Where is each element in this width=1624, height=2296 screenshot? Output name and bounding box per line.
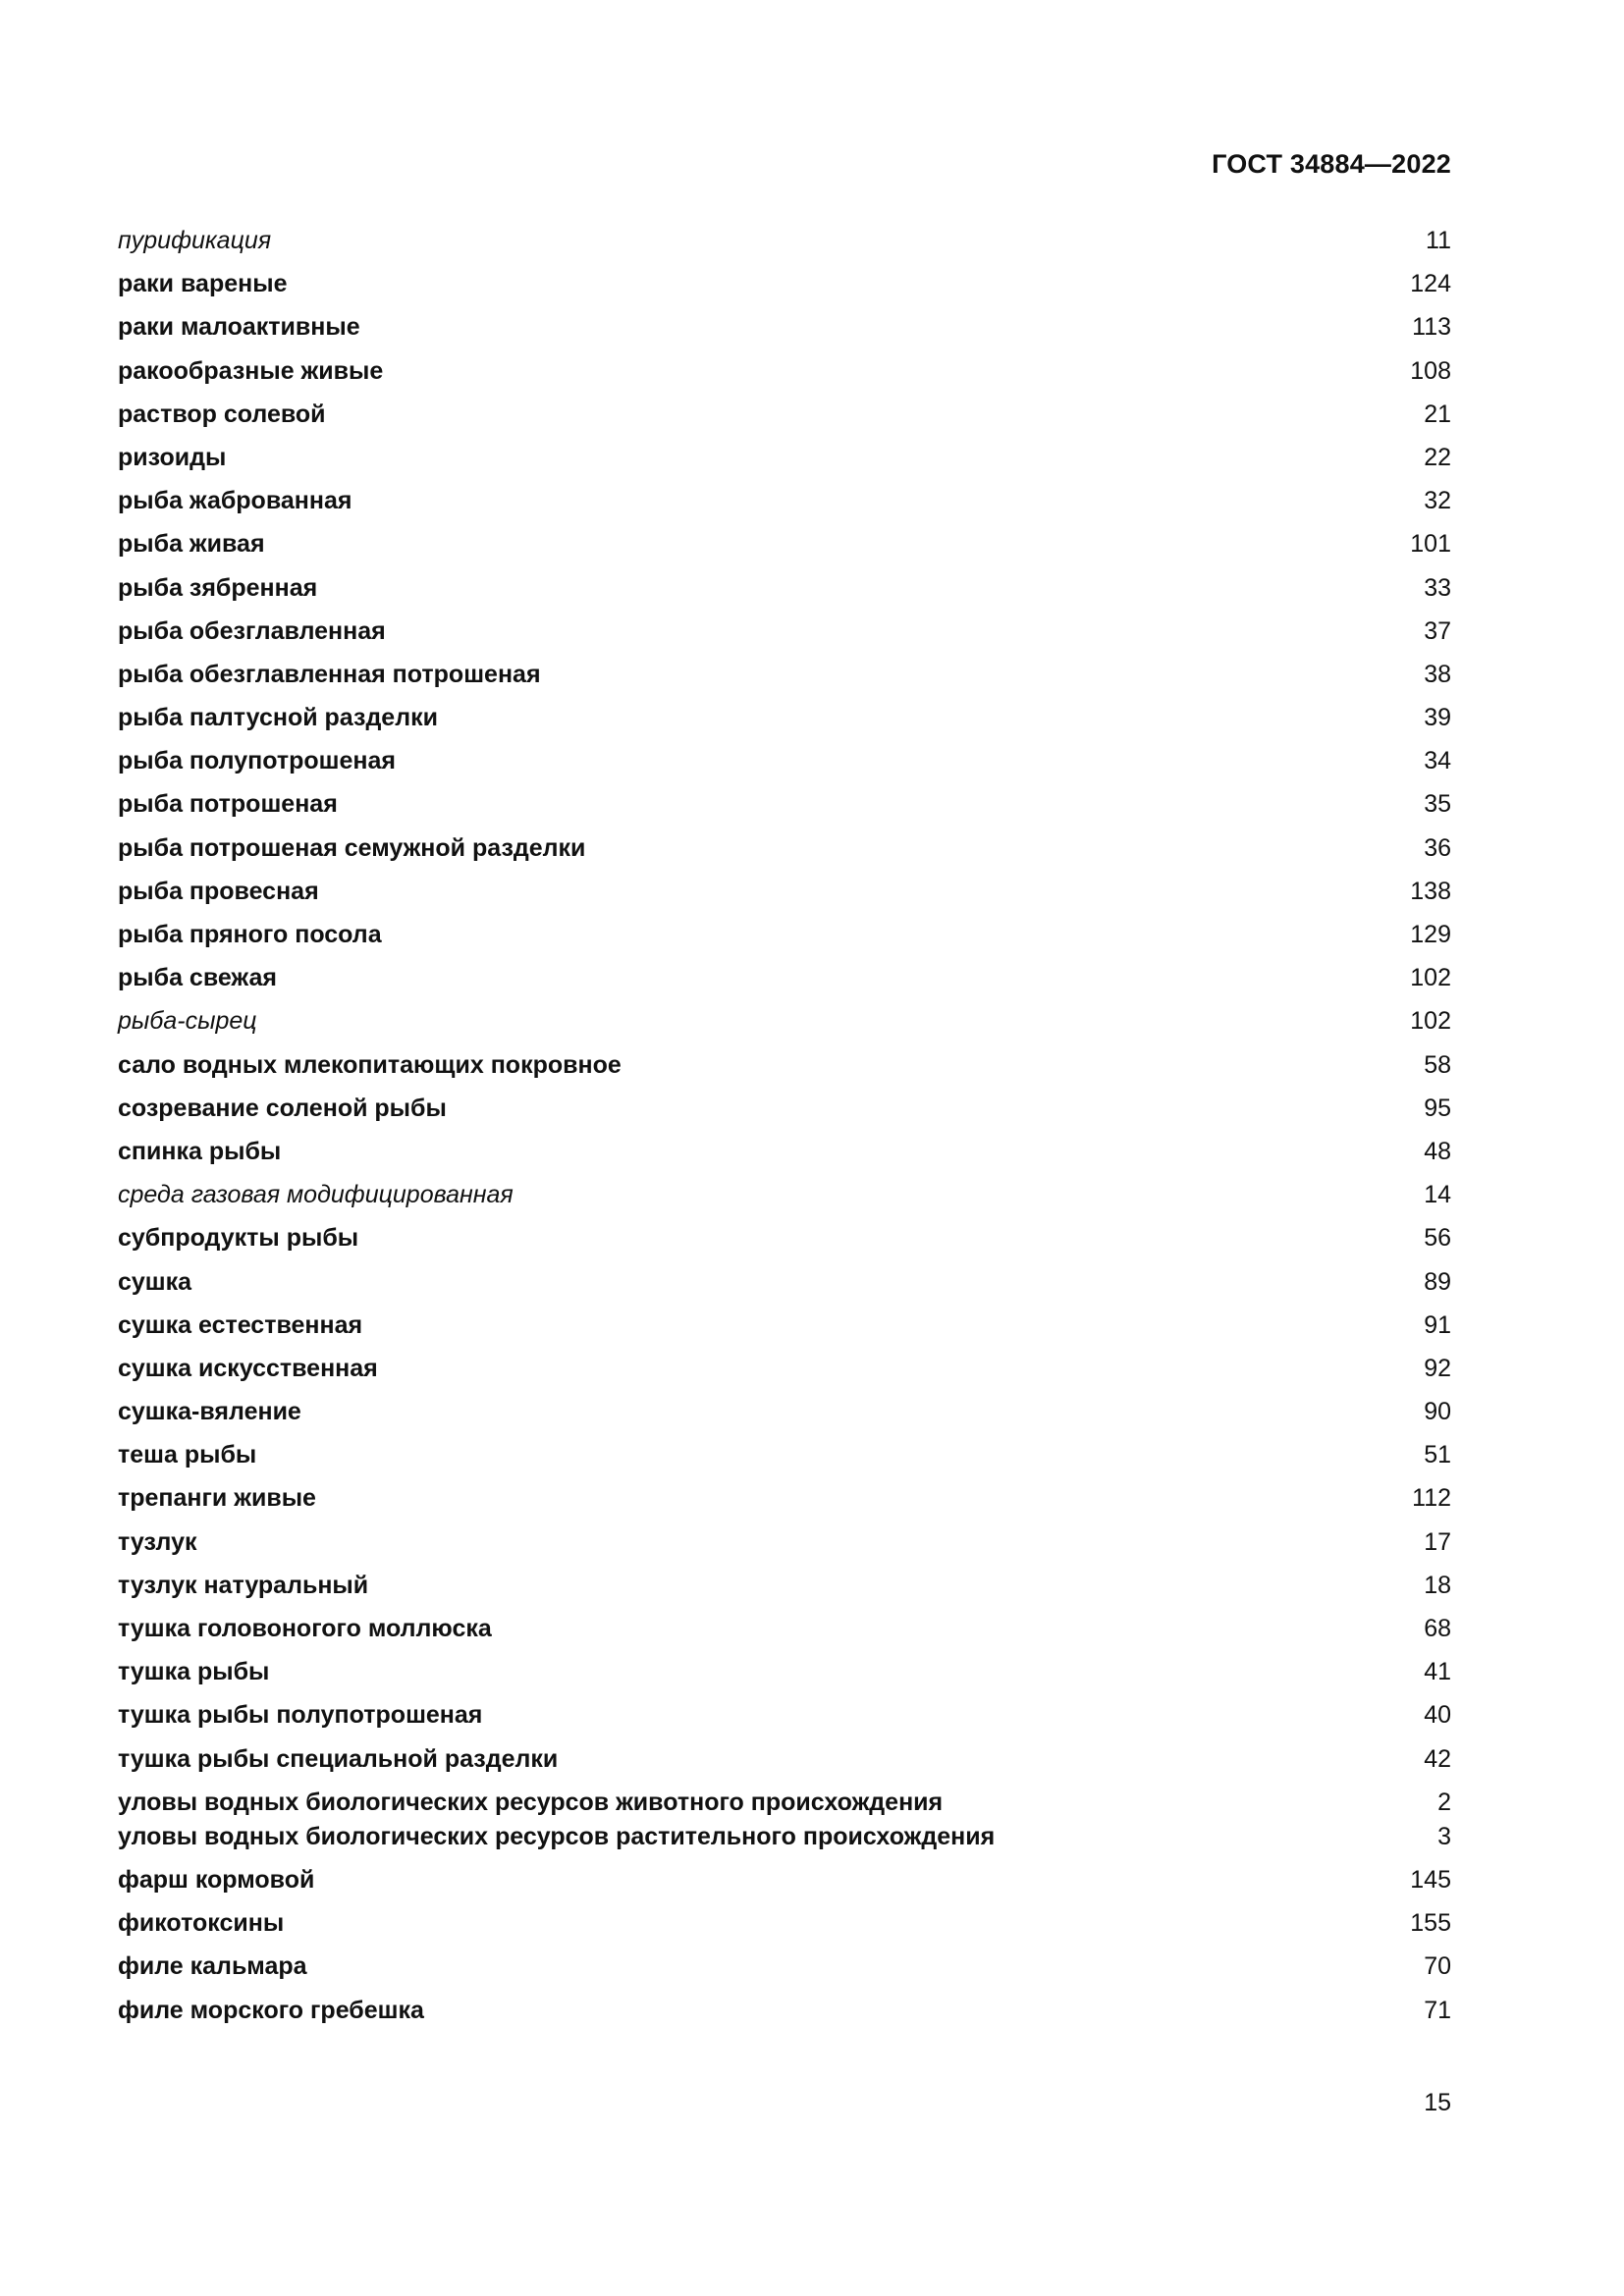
index-term: раки вареные [118, 270, 288, 298]
index-term-number: 17 [1424, 1527, 1451, 1556]
index-term: филе кальмара [118, 1952, 307, 1981]
index-term: филе морского гребешка [118, 1996, 424, 2024]
index-term-number: 2 [1437, 1788, 1451, 1816]
index-term-number: 124 [1410, 270, 1451, 298]
index-term-number: 51 [1424, 1441, 1451, 1469]
index-term-number: 39 [1424, 704, 1451, 732]
index-entry [118, 1565, 1451, 1608]
index-entry [118, 1305, 1451, 1348]
index-term-number: 36 [1424, 833, 1451, 862]
index-term: тушка рыбы специальной разделки [118, 1744, 559, 1773]
alphabetical-index [118, 220, 1451, 2033]
index-entry [118, 1782, 1451, 1816]
index-entry [118, 914, 1451, 957]
index-entry [118, 1348, 1451, 1391]
index-term: рыба потрошеная [118, 790, 338, 819]
index-term-number: 89 [1424, 1267, 1451, 1296]
index-term-number: 18 [1424, 1571, 1451, 1599]
index-term-number: 14 [1424, 1181, 1451, 1209]
index-term: уловы водных биологических ресурсов растительного происхождения [118, 1822, 996, 1850]
index-term-number: 145 [1410, 1865, 1451, 1894]
index-entry [118, 1946, 1451, 1989]
index-term-number: 95 [1424, 1094, 1451, 1122]
index-term-number: 35 [1424, 790, 1451, 819]
index-entry [118, 306, 1451, 349]
index-term-number: 48 [1424, 1137, 1451, 1165]
index-entry [118, 1131, 1451, 1174]
index-term-number: 32 [1424, 487, 1451, 515]
index-term: ризоиды [118, 443, 227, 471]
index-term-number: 56 [1424, 1224, 1451, 1253]
index-term: рыба потрошеная семужной разделки [118, 833, 586, 862]
index-term-number: 21 [1424, 400, 1451, 428]
index-entry [118, 1694, 1451, 1737]
index-term-number: 90 [1424, 1398, 1451, 1426]
index-entry [118, 220, 1451, 263]
index-term-number: 102 [1410, 964, 1451, 992]
index-term-number: 40 [1424, 1701, 1451, 1730]
document-code-header: ГОСТ 34884—2022 [1212, 149, 1451, 179]
index-term-number: 71 [1424, 1996, 1451, 2024]
index-entry [118, 957, 1451, 1000]
index-entry [118, 1477, 1451, 1521]
index-entry [118, 1608, 1451, 1651]
index-term-number: 34 [1424, 747, 1451, 775]
index-term-number: 112 [1412, 1484, 1451, 1513]
page-number: 15 [1424, 2089, 1451, 2116]
index-term: сушка [118, 1267, 192, 1296]
index-term-number: 155 [1410, 1909, 1451, 1938]
index-term: раствор солевой [118, 400, 326, 428]
index-entry [118, 611, 1451, 654]
index-entry [118, 523, 1451, 566]
index-entry [118, 697, 1451, 740]
index-entry [118, 1651, 1451, 1694]
index-entry [118, 1174, 1451, 1217]
index-entry [118, 1522, 1451, 1565]
index-term-number: 22 [1424, 443, 1451, 471]
index-synonym-term: пурификация [118, 227, 272, 254]
index-entry [118, 1859, 1451, 1902]
index-term: тушка рыбы [118, 1658, 270, 1686]
index-entry [118, 1391, 1451, 1434]
index-synonym-term: среда газовая модифицированная [118, 1181, 514, 1209]
index-entry [118, 1816, 1451, 1859]
index-term: уловы водных биологических ресурсов животного происхождения [118, 1788, 944, 1816]
index-entry [118, 740, 1451, 783]
index-term: сушка искусственная [118, 1354, 378, 1382]
index-entry [118, 437, 1451, 480]
index-term: фарш кормовой [118, 1865, 315, 1894]
index-term: рыба зябренная [118, 573, 318, 602]
index-term: рыба жаброванная [118, 487, 352, 515]
index-entry [118, 1990, 1451, 2033]
index-term: рыба обезглавленная потрошеная [118, 660, 541, 688]
index-term-number: 92 [1424, 1354, 1451, 1382]
index-term: созревание соленой рыбы [118, 1094, 447, 1122]
index-entry [118, 783, 1451, 827]
index-term: сушка естественная [118, 1310, 363, 1339]
index-entry [118, 871, 1451, 914]
index-term: тушка головоногого моллюска [118, 1615, 492, 1642]
index-entry [118, 350, 1451, 394]
index-term-number: 91 [1424, 1310, 1451, 1339]
index-term: сушка-вяление [118, 1398, 301, 1426]
index-entry [118, 1088, 1451, 1131]
index-term-number: 68 [1424, 1615, 1451, 1642]
index-term-number: 11 [1426, 227, 1451, 254]
index-term-number: 33 [1424, 573, 1451, 602]
index-term-number: 70 [1424, 1952, 1451, 1981]
index-entry [118, 654, 1451, 697]
index-term: сало водных млекопитающих покровное [118, 1050, 622, 1079]
index-entry [118, 480, 1451, 523]
index-term: рыба обезглавленная [118, 616, 386, 645]
index-entry [118, 1000, 1451, 1043]
index-term-number: 113 [1412, 313, 1451, 342]
index-term: раки малоактивные [118, 313, 360, 342]
index-term: тушка рыбы полупотрошеная [118, 1701, 483, 1730]
index-term-number: 101 [1410, 530, 1451, 559]
index-term: трепанги живые [118, 1484, 316, 1513]
index-term: тузлук [118, 1527, 197, 1556]
index-term-number: 108 [1410, 356, 1451, 385]
index-term-number: 37 [1424, 616, 1451, 645]
index-term: рыба свежая [118, 964, 277, 992]
index-term-number: 38 [1424, 660, 1451, 688]
index-term: теша рыбы [118, 1441, 257, 1469]
index-term: тузлук натуральный [118, 1571, 369, 1599]
index-entry [118, 1738, 1451, 1782]
index-entry [118, 1217, 1451, 1260]
index-term: субпродукты рыбы [118, 1224, 359, 1253]
index-term: рыба палтусной разделки [118, 704, 438, 732]
index-term-number: 41 [1424, 1658, 1451, 1686]
index-term: фикотоксины [118, 1909, 285, 1938]
index-entry [118, 263, 1451, 306]
index-term: ракообразные живые [118, 356, 384, 385]
index-term-number: 129 [1410, 921, 1451, 948]
index-entry [118, 1902, 1451, 1946]
index-term: рыба полупотрошеная [118, 747, 396, 775]
index-term-number: 58 [1424, 1050, 1451, 1079]
index-term: рыба пряного посола [118, 921, 382, 948]
index-entry [118, 828, 1451, 871]
index-entry [118, 567, 1451, 611]
index-entry [118, 1044, 1451, 1088]
index-term: рыба провесная [118, 877, 319, 905]
index-term: рыба живая [118, 530, 265, 559]
index-term: спинка рыбы [118, 1137, 282, 1165]
index-entry [118, 1434, 1451, 1477]
index-term-number: 102 [1410, 1007, 1451, 1036]
index-entry [118, 394, 1451, 437]
index-entry [118, 1261, 1451, 1305]
index-term-number: 3 [1437, 1822, 1451, 1850]
index-term-number: 138 [1410, 877, 1451, 905]
index-synonym-term: рыба-сырец [118, 1007, 257, 1036]
index-term-number: 42 [1424, 1744, 1451, 1773]
